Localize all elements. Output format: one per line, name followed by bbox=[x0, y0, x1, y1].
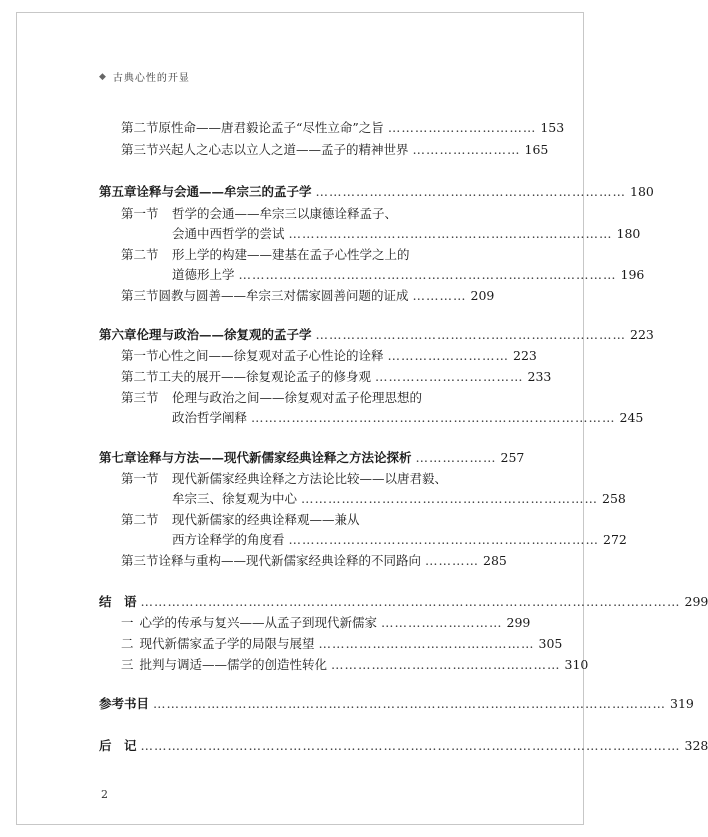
toc-section-label: 第二节 bbox=[121, 512, 159, 527]
toc-page-number: 233 bbox=[527, 369, 552, 384]
toc-leader-dots: ……………………………………………………………………… bbox=[251, 410, 616, 425]
toc-entry-continuation[interactable] bbox=[172, 267, 645, 282]
toc-page-number: 299 bbox=[506, 615, 531, 630]
toc-entry-title: 现代新儒家经典诠释之方法论比较——以唐君毅、 bbox=[172, 471, 448, 486]
toc-chapter-label: 结 语 bbox=[99, 594, 137, 609]
toc-leader-dots: ………………………………………………………… bbox=[301, 491, 599, 506]
toc-entry-title: 牟宗三、徐复观为中心 bbox=[172, 491, 298, 506]
toc-page-number: 153 bbox=[540, 120, 565, 135]
toc-entry-title: 心学的传承与复兴——从孟子到现代新儒家 bbox=[139, 615, 378, 630]
toc-chapter-title: 诠释与会通——牟宗三的孟子学 bbox=[136, 184, 312, 199]
toc-entry[interactable] bbox=[121, 348, 537, 363]
toc-entry[interactable] bbox=[121, 142, 549, 157]
toc-page-number: 196 bbox=[620, 267, 645, 282]
toc-page-number: 180 bbox=[630, 184, 654, 199]
toc-entry[interactable] bbox=[121, 636, 563, 651]
toc-section-label: 一 bbox=[121, 615, 140, 630]
toc-page-number: 319 bbox=[670, 696, 694, 711]
toc-section-label: 第二节 bbox=[121, 247, 159, 262]
toc-leader-dots: …………………………………………………………… bbox=[288, 532, 600, 547]
toc-page-number: 305 bbox=[538, 636, 563, 651]
toc-entry[interactable] bbox=[121, 553, 507, 568]
running-header bbox=[99, 69, 190, 84]
toc-leader-dots: ………………………………………… bbox=[318, 636, 535, 651]
toc-chapter-title: 诠释与方法——现代新儒家经典诠释之方法论探析 bbox=[136, 450, 412, 465]
toc-entry[interactable] bbox=[121, 249, 492, 262]
toc-chapter-label: 第五章 bbox=[99, 184, 137, 199]
toc-entry[interactable] bbox=[121, 473, 492, 486]
toc-section-label: 第二节 bbox=[121, 120, 159, 135]
toc-chapter-label: 第六章 bbox=[99, 327, 137, 342]
toc-leader-dots: …………………………… bbox=[387, 120, 537, 135]
toc-leader-dots: ……………………… bbox=[387, 348, 510, 363]
toc-leader-dots: …………………… bbox=[412, 142, 521, 157]
toc-leader-dots: …………………………………………………………… bbox=[315, 184, 627, 199]
toc-page-number: 209 bbox=[470, 288, 495, 303]
page-number: 2 bbox=[101, 788, 108, 801]
toc-entry-title: 现代新儒家的经典诠释观——兼从 bbox=[172, 512, 360, 527]
toc-leader-dots: ………………………………………………………………………… bbox=[238, 267, 617, 282]
toc-page-number: 257 bbox=[500, 450, 525, 465]
toc-section-label: 三 bbox=[121, 657, 140, 672]
toc-entry-title: 心性之间——徐复观对孟子心性论的诠释 bbox=[158, 348, 384, 363]
toc-entry[interactable] bbox=[121, 120, 565, 135]
toc-chapter-5[interactable] bbox=[99, 184, 654, 199]
toc-section-label: 第三节 bbox=[121, 142, 159, 157]
toc-chapter-6[interactable] bbox=[99, 327, 654, 342]
toc-section-label: 第一节 bbox=[121, 471, 159, 486]
toc-page-number: 165 bbox=[524, 142, 549, 157]
toc-leader-dots: ………………………………………………………………………………………………………… bbox=[140, 594, 681, 609]
toc-section-label: 第三节 bbox=[121, 390, 159, 405]
toc-leader-dots: …………………………… bbox=[375, 369, 524, 384]
toc-entry-title: 道德形上学 bbox=[172, 267, 235, 282]
toc-entry-continuation[interactable] bbox=[172, 491, 626, 506]
toc-leader-dots: …………………………………………………………… bbox=[315, 327, 627, 342]
toc-entry-title: 哲学的会通——牟宗三以康德诠释孟子、 bbox=[172, 206, 398, 221]
toc-page-number: 223 bbox=[630, 327, 654, 342]
toc-leader-dots: ………… bbox=[425, 553, 480, 568]
diamond-icon: ◆ bbox=[99, 71, 107, 82]
toc-entry[interactable] bbox=[121, 657, 589, 672]
toc-entry[interactable] bbox=[121, 208, 492, 221]
toc-entry-title: 原性命——唐君毅论孟子“尽性立命”之旨 bbox=[158, 120, 384, 135]
toc-page-number: 223 bbox=[513, 348, 537, 363]
toc-chapter-label: 参考书目 bbox=[99, 696, 150, 711]
toc-entry-title: 伦理与政治之间——徐复观对孟子伦理思想的 bbox=[172, 390, 423, 405]
toc-leader-dots: ……………… bbox=[415, 450, 497, 465]
toc-entry-title: 圆教与圆善——牟宗三对儒家圆善问题的证成 bbox=[158, 288, 409, 303]
toc-section-label: 第三节 bbox=[121, 288, 159, 303]
toc-entry-title: 形上学的构建——建基在孟子心性学之上的 bbox=[172, 247, 410, 262]
toc-leader-dots: ………………………………………………………………………………………………………… bbox=[140, 738, 681, 753]
toc-section-label: 第一节 bbox=[121, 206, 159, 221]
toc-section-label: 第一节 bbox=[121, 348, 159, 363]
toc-section-label: 第三节 bbox=[121, 553, 159, 568]
toc-conclusion[interactable] bbox=[99, 594, 708, 609]
toc-bibliography[interactable] bbox=[99, 696, 694, 711]
toc-entry-title: 会通中西哲学的尝试 bbox=[172, 226, 285, 241]
toc-chapter-label: 第七章 bbox=[99, 450, 137, 465]
toc-chapter-label: 后 记 bbox=[99, 738, 137, 753]
toc-page-number: 180 bbox=[616, 226, 641, 241]
toc-entry-continuation[interactable] bbox=[172, 532, 627, 547]
toc-chapter-7[interactable] bbox=[99, 450, 525, 465]
toc-entry-title: 现代新儒家孟子学的局限与展望 bbox=[139, 636, 315, 651]
toc-entry[interactable] bbox=[121, 392, 492, 405]
toc-entry-continuation[interactable] bbox=[172, 410, 644, 425]
toc-leader-dots: …………………………………………… bbox=[331, 657, 561, 672]
toc-leader-dots: ………… bbox=[412, 288, 467, 303]
running-header-title: 古典心性的开显 bbox=[112, 73, 190, 84]
toc-page-number: 258 bbox=[602, 491, 626, 506]
toc-page-number: 272 bbox=[603, 532, 627, 547]
toc-afterword[interactable] bbox=[99, 738, 708, 753]
toc-chapter-title: 伦理与政治——徐复观的孟子学 bbox=[136, 327, 312, 342]
toc-leader-dots: ……………………………………………………………… bbox=[288, 226, 613, 241]
toc-section-label: 第二节 bbox=[121, 369, 159, 384]
toc-entry[interactable] bbox=[121, 369, 552, 384]
toc-entry-title: 工夫的展开——徐复观论孟子的修身观 bbox=[158, 369, 372, 384]
toc-entry[interactable] bbox=[121, 288, 495, 303]
toc-entry-title: 兴起人之心志以立人之道——孟子的精神世界 bbox=[158, 142, 409, 157]
toc-leader-dots: ……………………… bbox=[381, 615, 503, 630]
toc-entry-title: 政治哲学阐释 bbox=[172, 410, 248, 425]
toc-page-number: 328 bbox=[684, 738, 708, 753]
toc-entry[interactable] bbox=[121, 615, 531, 630]
toc-page-number: 310 bbox=[564, 657, 589, 672]
toc-page-number: 245 bbox=[619, 410, 644, 425]
toc-entry-title: 西方诠释学的角度看 bbox=[172, 532, 285, 547]
toc-page-number: 299 bbox=[684, 594, 708, 609]
toc-entry-title: 诠释与重构——现代新儒家经典诠释的不同路向 bbox=[158, 553, 422, 568]
toc-leader-dots: …………………………………………………………………………………………………… bbox=[153, 696, 667, 711]
toc-entry-continuation[interactable] bbox=[172, 226, 641, 241]
toc-section-label: 二 bbox=[121, 636, 140, 651]
toc-entry[interactable] bbox=[121, 514, 492, 527]
toc-entry-title: 批判与调适——儒学的创造性转化 bbox=[139, 657, 328, 672]
toc-page-number: 285 bbox=[483, 553, 507, 568]
